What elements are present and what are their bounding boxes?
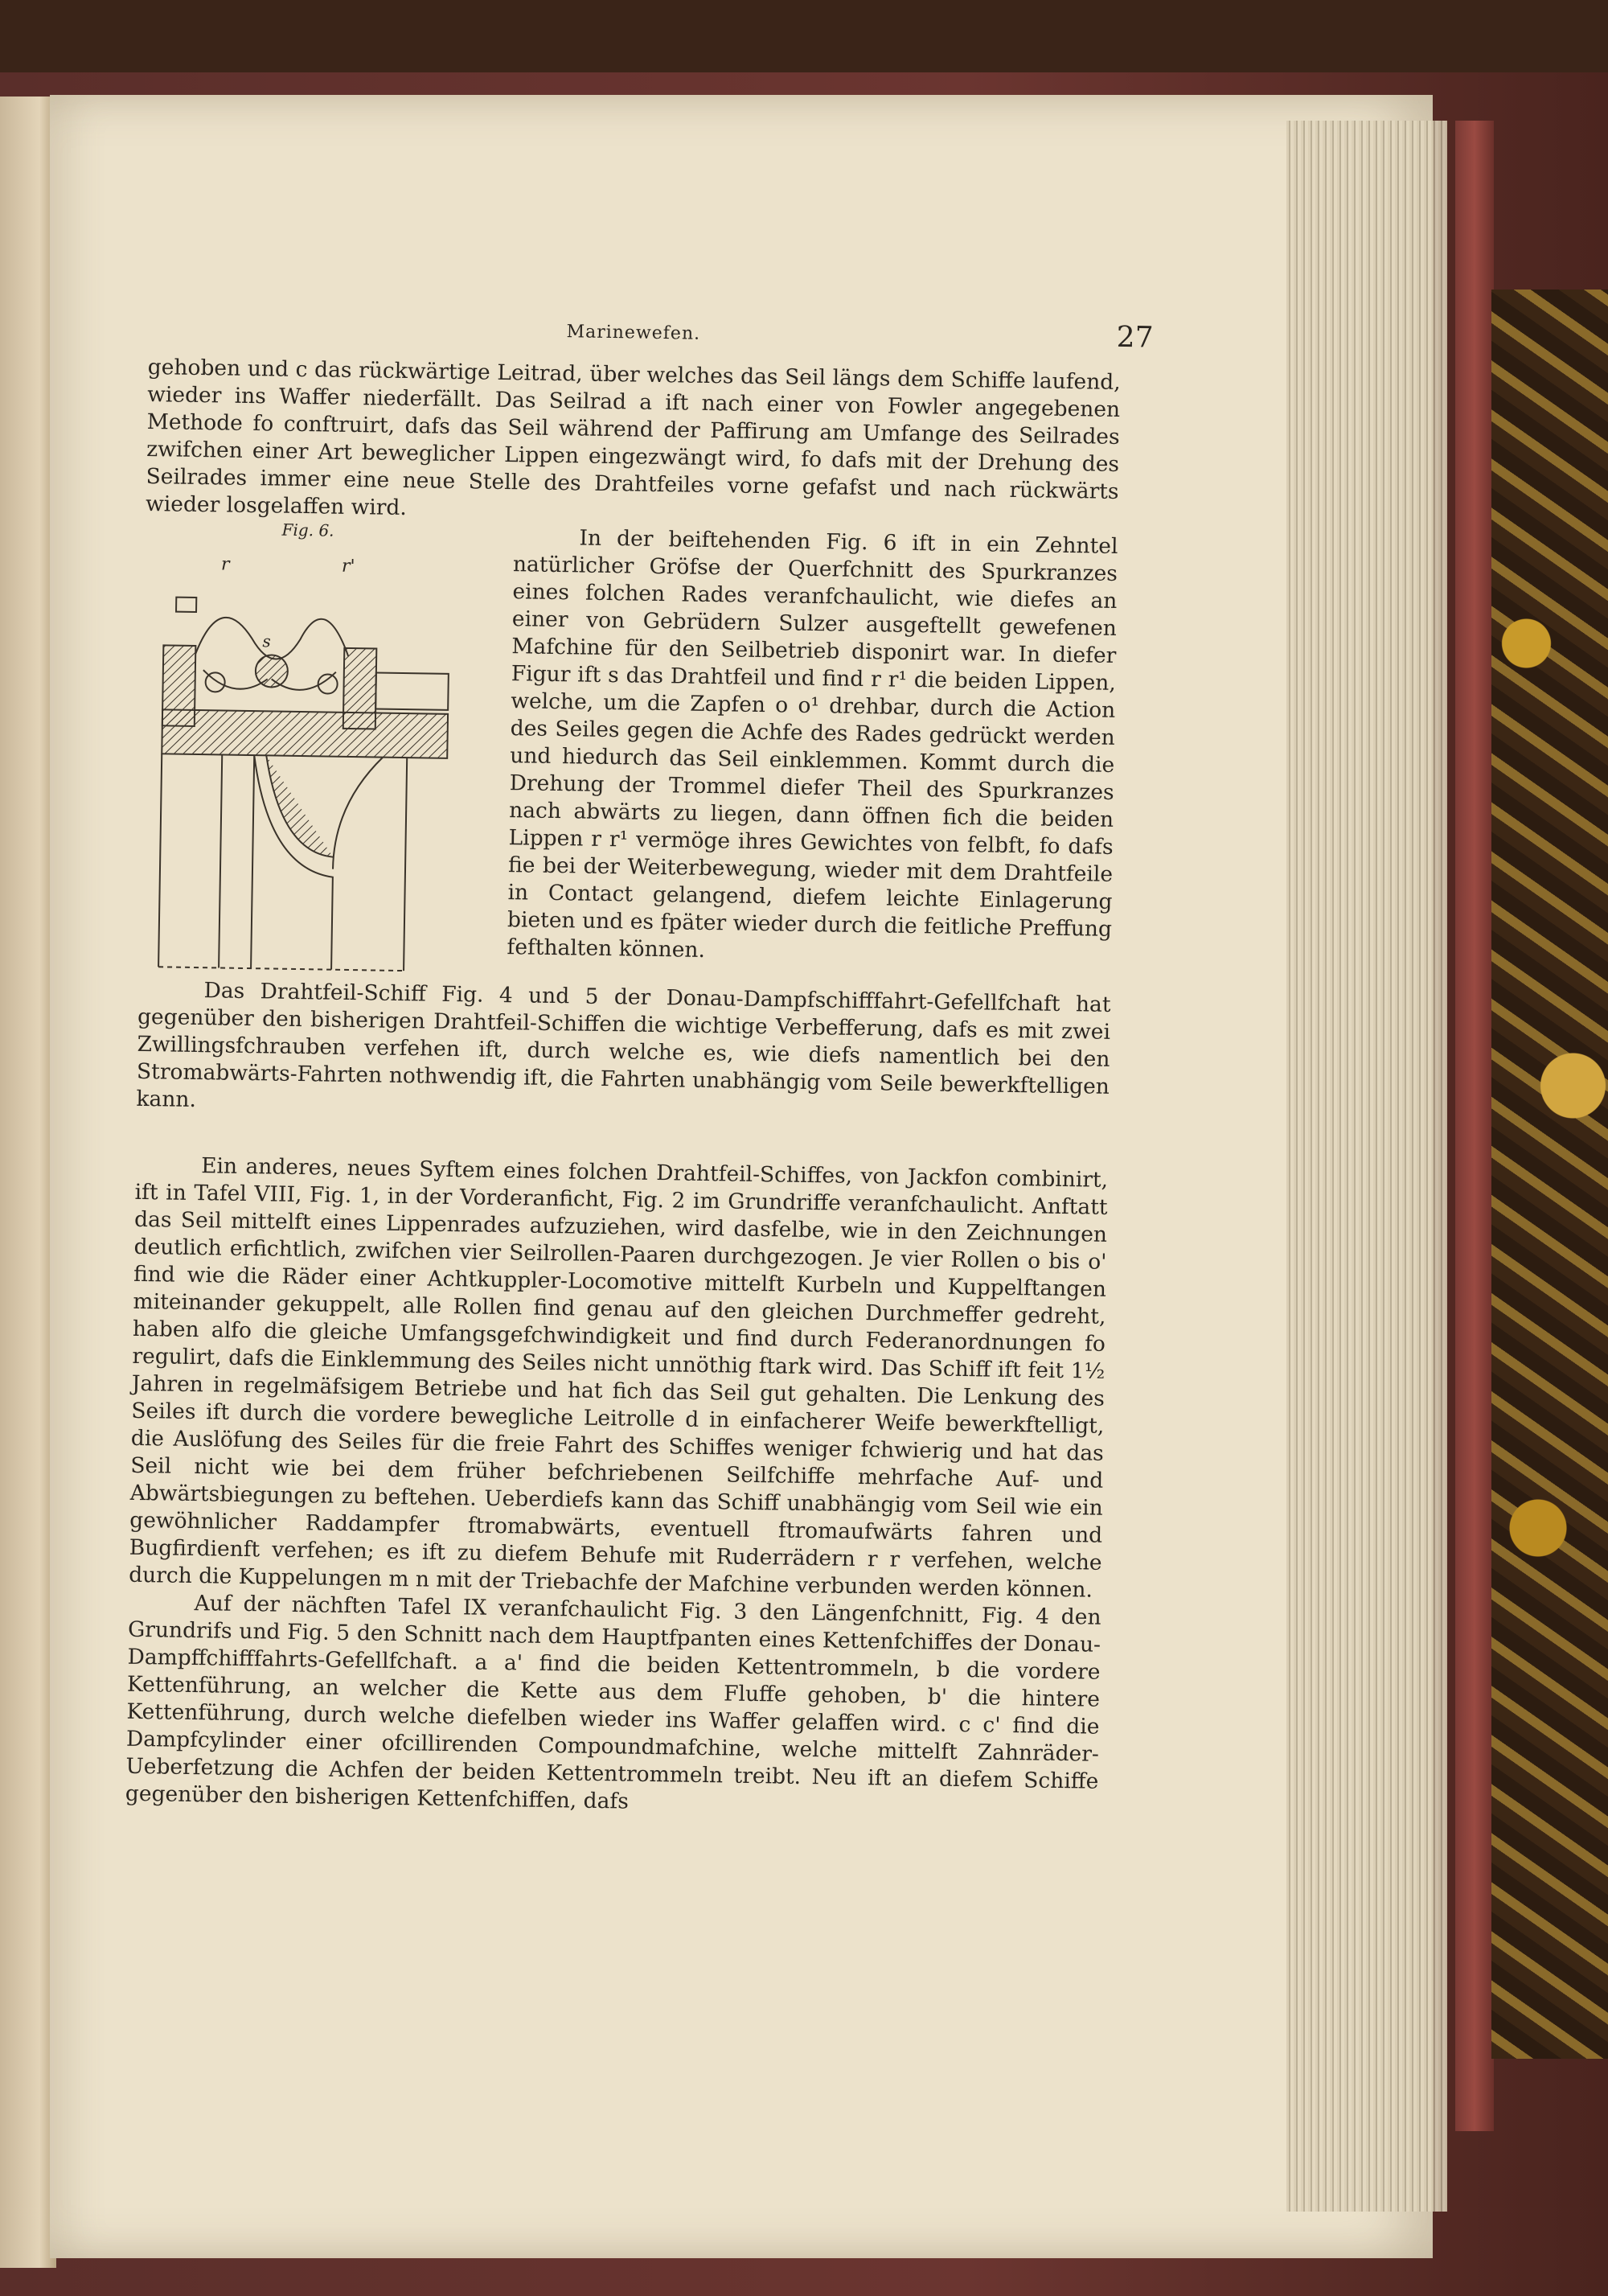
running-title: Marinewefen. [566, 322, 701, 344]
page-number: 27 [1116, 320, 1154, 355]
paragraph-1: gehoben und c das rückwärtige Leitrad, über welches das Seil längs dem Schiffe laufend, wieder ins Waffer niederfällt. Das Seilrad a ift nach einer von Fowler angegebenen Methode fo conftruirt, dafs das Seil während der Paffirung am Umfange des Seilrades zwifchen einer Art beweglicher Lippen eingezwängt wird, fo dafs mit der Drehung des Seilrades immer eine neue Stelle des Drahtfeiles vorne gefafst und nach rückwärts wieder losgelaffen wird. [145, 354, 1121, 521]
wheel-cross-section-drawing [138, 548, 498, 980]
marbled-endpaper [1491, 290, 1608, 2059]
book-spine-edge [1455, 121, 1494, 2131]
paragraph-3: Das Drahtfeil-Schiff Fig. 4 und 5 der Donau-Dampfschifffahrt-Gefellfchaft hat gegenüber den bisherigen Drahtfeil-Schiffen die wichtige Verbefferung, dafs es mit zwei Zwillingsfchrauben verfehen ift, durch welche es, wie diefs namentlich bei den Stromabwärts-Fahrten nothwendig ift, die Fahrten unabhängig vom Seile bewerkftelligen kann. [136, 978, 1111, 1113]
paragraph-5: Auf der nächften Tafel IX veranfchaulicht Fig. 3 den Längenfchnitt, Fig. 4 den Grundrifs und Fig. 5 den Schnitt nach dem Hauptfpanten eines Kettenfchiffes der Donau-Dampffchifffahrts-Gefellfchaft. a a' find die beiden Kettentrommeln, b die vordere Kettenführung, an welcher die Kette aus dem Fluffe gehoben, b' die hintere Kettenführung, durch welche diefelben wieder ins Waffer gelaffen wird. c c' find die Dampfcylinder einer ofcillirenden Compoundmafchine, welche mittelft Zahnräder-Ueberfetzung die Achfen der beiden Kettentrommeln treibt. Neu ift an diefem Schiffe gegenüber den bisherigen Kettenfchiffen, dafs [125, 1591, 1101, 1814]
figure-mark-s: s [262, 631, 271, 651]
page-edges [1286, 121, 1447, 2212]
paragraph-2: In der beiftehenden Fig. 6 ift in ein Zehntel natürlicher Gröfse der Querfchnitt des Spurkranzes eines folchen Rades veranfchaulicht, wie diefes an einer von Gebrüdern Sulzer ausgeftellt gewefenen Mafchine für den Seilbetrieb disponirt war. In diefer Figur ift s das Drahtfeil und find r r¹ die beiden Lippen, welche, um die Zapfen o o¹ drehbar, durch die Action des Seiles gegen die Achfe des Rades gedrückt werden und hiedurch das Seil einklemmen. Kommt durch die Drehung der Trommel diefer Theil des Spurkranzes nach abwärts zu liegen, dann öffnen fich die beiden Lippen r r¹ vermöge ihres Gewichtes von felbft, fo dafs fie bei der Weiterbewegung, wieder mit dem Drahtfeile in Contact gelangend, diefem leichte Einlagerung bieten und es fpäter wieder durch die feitliche Preffung fefthalten können. [507, 525, 1118, 963]
figure-mark-r-prime: r' [341, 556, 355, 577]
figure-label: Fig. 6. [281, 520, 334, 540]
figure-mark-r: r [220, 554, 230, 575]
paragraph-4: Ein anderes, neues Syftem eines folchen Drahtfeil-Schiffes, von Jackfon combinirt, ift in Tafel VIII, Fig. 1, in der Vorderanficht, Fig. 2 im Grundriffe veranfchaulicht. Anftatt das Seil mittelft eines Lippenrades aufzuziehen, wird dasfelbe, wie in den Zeichnungen deutlich erfichtlich, zwifchen vier Seilrollen-Paaren durchgezogen. Je vier Rollen o bis o' find wie die Räder einer Achtkuppler-Locomotive mittelft Kurbeln und Kuppelftangen miteinander gekuppelt, alle Rollen find genau auf den gleichen Durchmeffer gedreht, haben alfo die gleiche Umfangsgefchwindigkeit und find durch Federanordnungen fo regulirt, dafs die Einklemmung des Seiles nicht unnöthig ftark wird. Das Schiff ift feit 1½ Jahren in regelmäfsigem Betriebe und hat fich das Seil gut gehalten. Die Lenkung des Seiles ift durch die vordere bewegliche Leitrolle d in einfacherer Weife bewerkftelligt, die Auslöfung des Seiles für die freie Fahrt des Schiffes weniger fchwierig und hat das Seil nicht wie bei dem früher befchriebenen Seilfchiffe mehrfache Auf- und Abwärtsbiegungen zu beftehen. Ueberdiefs kann das Schiff unabhängig vom Seil wie ein gewöhnlicher Raddampfer ftromabwärts, eventuell ftromaufwärts fahren und Bugfirdienft verfehen; es ift zu diefem Behufe mit Ruderrädern r r verfehen, welche durch die Kuppelungen m n mit der Triebachfe der Mafchine verbunden werden können. [128, 1153, 1109, 1603]
left-page-edge [0, 97, 56, 2268]
figure-6 [138, 518, 499, 982]
page-content [125, 306, 1154, 1823]
